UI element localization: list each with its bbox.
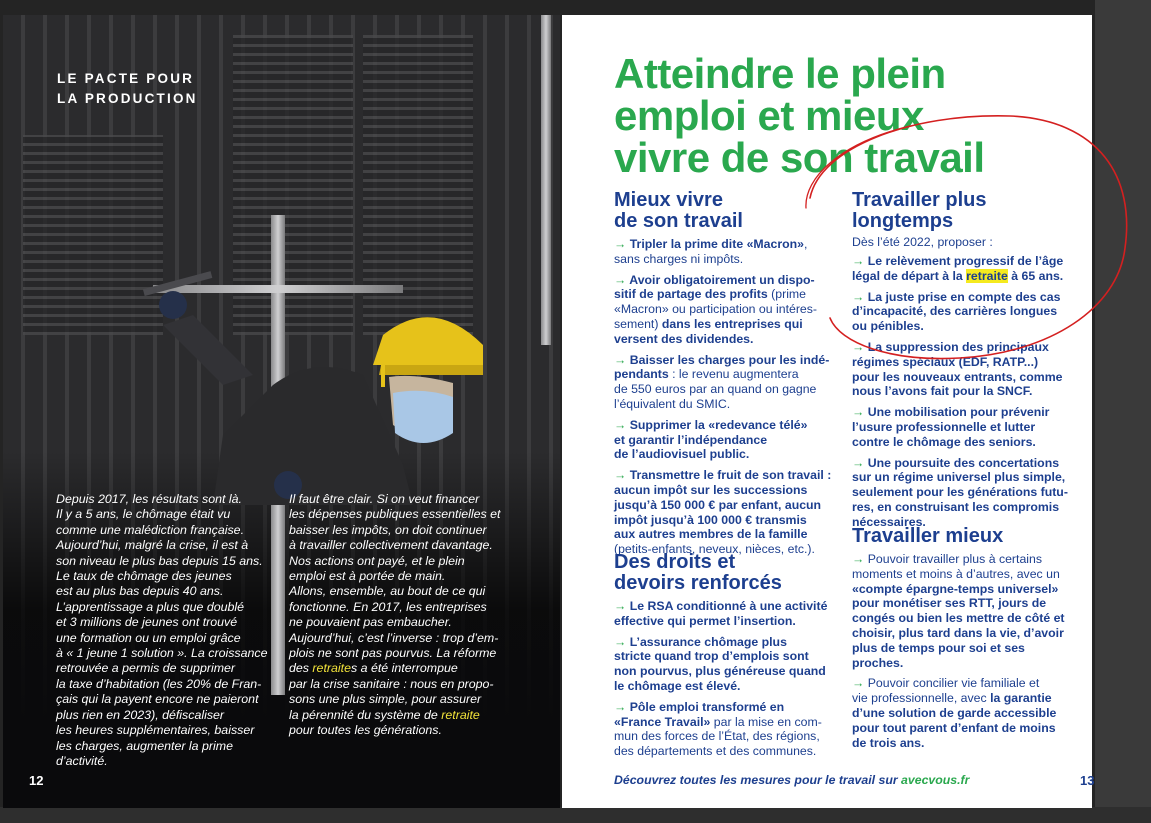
text-run: sement): [614, 316, 662, 331]
text-run: non pourvus, plus généreuse quand: [614, 664, 826, 679]
measure-item: [852, 340, 1068, 399]
arrow-icon: →: [852, 455, 868, 470]
text-line: [289, 708, 500, 723]
arrow-icon: →: [852, 339, 868, 354]
measure-line: [852, 706, 1065, 721]
text-run: «Macron» ou participation ou intéres-: [614, 302, 818, 317]
measure-line: [852, 611, 1065, 626]
text-run: et garantir l’indépendance: [614, 432, 768, 447]
measure-line: [852, 340, 1068, 355]
text-run: baisser les impôts, on doit continuer: [289, 522, 487, 537]
measure-line: [852, 721, 1065, 736]
text-run: l’équivalent du SMIC.: [614, 396, 731, 411]
measure-line: [614, 527, 831, 542]
text-line: [289, 584, 500, 599]
arrow-icon: →: [852, 405, 868, 420]
text-line: [56, 631, 267, 646]
measure-line: [852, 641, 1065, 656]
footer-text: Découvrez toutes les mesures pour le travail sur: [614, 773, 902, 787]
headline-line: vivre de son travail: [614, 134, 985, 181]
measure-line: [852, 254, 1068, 269]
measure-line: [852, 290, 1068, 305]
text-line: [289, 569, 500, 584]
text-run: l’usure professionnelle et lutter: [852, 419, 1036, 434]
text-run: de trois ans.: [852, 735, 925, 750]
text-run: les heures supplémentaires, baisser: [56, 723, 255, 738]
text-run: la pérennité du système de: [289, 707, 442, 722]
text-run: Allons, ensemble, au bout de ce qui: [289, 584, 486, 599]
measure-line: [852, 405, 1068, 420]
text-run: jusqu’à 150 000 € par enfant, aucun: [614, 497, 822, 512]
text-run: (petits-enfants, neveux, nièces, etc.).: [614, 542, 815, 557]
measure-line: [852, 676, 1065, 691]
text-run: la taxe d’habitation (les 20% de Fran-: [56, 676, 262, 691]
text-line: [289, 523, 500, 538]
text-line: [56, 646, 267, 661]
text-run: Le RSA conditionné à une activité: [629, 599, 828, 613]
text-run: est au plus bas depuis 40 ans.: [56, 584, 224, 599]
arrow-icon: →: [614, 634, 630, 649]
text-line: [289, 615, 500, 630]
measure-line: [614, 635, 827, 650]
text-line: [56, 507, 267, 522]
text-run: «France Travail»: [614, 714, 711, 729]
worker-photo: [153, 265, 483, 505]
text-run: moments et moins à d’autres, avec un: [852, 566, 1060, 581]
measure-line: [614, 273, 831, 288]
text-run: Avoir obligatoirement un dispo-: [629, 272, 815, 287]
page-number: 12: [29, 773, 44, 788]
text-run: Pouvoir travailler plus à certains: [867, 552, 1043, 566]
arrow-icon: →: [614, 237, 630, 251]
scaffold-pole: [541, 15, 551, 345]
right-page: [562, 15, 1095, 808]
text-line: [289, 507, 500, 522]
text-run: Aujourd’hui, malgré la crise, il est à: [56, 538, 249, 553]
heading-line: Travailler mieux: [852, 525, 1004, 547]
measure-line: [614, 287, 831, 302]
text-run: plus de temps pour soi et ses: [852, 640, 1025, 655]
text-run: La juste prise en compte des cas: [867, 289, 1061, 304]
text-run: la garantie: [990, 691, 1052, 706]
text-line: [289, 692, 500, 707]
text-run: des départements et des communes.: [614, 744, 817, 759]
text-run: par la crise sanitaire : nous en propo-: [289, 676, 494, 691]
text-line: [289, 723, 500, 738]
text-run: Transmettre le fruit de son travail :: [629, 468, 832, 483]
text-run: versent des dividendes.: [614, 331, 754, 346]
arrow-icon: →: [852, 289, 868, 304]
viewer-bottom-strip: [0, 807, 1151, 823]
text-run: dans les entreprises qui: [661, 316, 803, 331]
measure-line: [614, 715, 827, 730]
measure-item: [614, 599, 827, 629]
text-run: retrouvée a permis de supprimer: [56, 661, 236, 676]
text-run: régimes spéciaux (EDF, RATP...): [852, 354, 1039, 369]
text-run: proches.: [852, 655, 904, 670]
intro-text: Dès l’été 2022, proposer :: [852, 235, 993, 249]
arrow-icon: →: [614, 699, 630, 714]
text-run: L’apprentissage a plus que doublé: [56, 599, 245, 614]
text-run: pour toutes les générations.: [289, 723, 442, 738]
section-heading-travailler-mieux: [852, 526, 1003, 547]
measure-line: [852, 582, 1065, 597]
heading-line: longtemps: [852, 210, 954, 232]
text-run: d’une solution de garde accessible: [852, 705, 1057, 720]
measure-item: [614, 418, 831, 462]
text-run: légal de départ à la: [852, 268, 967, 283]
text-run: le chômage est élevé.: [614, 678, 741, 693]
text-run: Supprimer la «redevance télé»: [629, 417, 808, 432]
text-run: d’incapacité, des carrières longues: [852, 304, 1058, 319]
measure-line: [614, 367, 831, 382]
text-run: plus rien en 2023), défiscaliser: [56, 707, 225, 722]
text-run: Baisser les charges pour les indé-: [629, 352, 830, 367]
arrow-icon: →: [852, 254, 868, 268]
text-run: çais qui la payent encore ne paieront: [56, 692, 259, 707]
viewer-side-strip: [1095, 0, 1151, 823]
measure-line: [614, 649, 827, 664]
text-run: sitif de partage des profits: [614, 287, 768, 302]
section-label: [57, 69, 198, 109]
heading-line: Travailler plus: [852, 189, 987, 211]
text-run: à « 1 jeune 1 solution ». La croissance: [56, 646, 268, 661]
measure-line: [614, 302, 831, 317]
text-run: une formation ou un emploi grâce: [56, 630, 241, 645]
text-run: son niveau le plus bas depuis 15 ans.: [56, 553, 263, 568]
text-run: plois ne sont pas pourvus. La réforme: [289, 646, 497, 661]
measure-line: [614, 679, 827, 694]
text-run: de l’audiovisuel public.: [614, 447, 750, 462]
text-run: Pôle emploi transformé en: [629, 699, 785, 714]
text-run: Il faut être clair. Si on veut financer: [289, 492, 480, 506]
text-run: Tripler la prime dite «Macron»: [629, 237, 804, 251]
measures-list-travailler-mieux: [852, 552, 1065, 756]
measure-line: [614, 332, 831, 347]
text-run: choisir, plus tard dans la vie, d’avoir: [852, 625, 1064, 640]
highlighted-word: retraite: [312, 661, 351, 676]
text-line: [56, 523, 267, 538]
measure-line: [852, 304, 1068, 319]
arrow-icon: →: [614, 272, 630, 287]
text-run: mun des forces de l’État, des régions,: [614, 729, 820, 744]
text-run: (prime: [767, 287, 807, 302]
text-run: à 65 ans.: [1007, 268, 1064, 283]
text-run: impôt jusqu’à 100 000 € transmis: [614, 512, 807, 527]
measures-list-travailler-plus: [852, 254, 1068, 536]
measures-list-mieux-vivre: [614, 237, 831, 563]
measure-item: [852, 552, 1065, 670]
text-run: sons une plus simple, pour assurer: [289, 692, 482, 707]
text-line: [56, 569, 267, 584]
section-heading-travailler-plus: [852, 190, 987, 232]
text-line: [289, 677, 500, 692]
measure-line: [614, 498, 831, 513]
text-line: [56, 615, 267, 630]
heading-line: de son travail: [614, 210, 743, 232]
measure-line: [852, 500, 1068, 515]
text-line: [289, 631, 500, 646]
measure-line: [614, 447, 831, 462]
text-run: emploi est à portée de main.: [289, 569, 446, 584]
measure-item: [852, 290, 1068, 334]
text-run: à travailler collectivement davantage.: [289, 538, 493, 553]
measure-line: [614, 353, 831, 368]
text-line: [56, 677, 267, 692]
text-run: aux autres membres de la famille: [614, 527, 808, 542]
intro-column-2: [289, 492, 500, 739]
text-run: Nos actions ont payé, et le plein: [289, 553, 465, 568]
measure-item: [614, 273, 831, 347]
page-number: 13: [1080, 773, 1095, 788]
text-run: sans charges ni impôts.: [614, 251, 744, 266]
measure-item: [614, 237, 831, 267]
text-line: [56, 692, 267, 707]
page-headline: [614, 50, 985, 181]
heading-line: Mieux vivre: [614, 189, 723, 211]
measure-line: [852, 596, 1065, 611]
measure-line: [614, 252, 831, 267]
intro-proposer: [852, 235, 993, 250]
measure-line: [614, 744, 827, 759]
footer-link[interactable]: avecvous.fr: [901, 773, 970, 787]
measure-line: [614, 729, 827, 744]
text-run: les dépenses publiques essentielles et: [289, 507, 501, 522]
measure-line: [614, 468, 831, 483]
text-line: [289, 492, 500, 507]
text-run: Le taux de chômage des jeunes: [56, 569, 232, 584]
measure-line: [852, 691, 1065, 706]
text-line: [56, 554, 267, 569]
text-run: pendants: [614, 367, 669, 382]
text-run: Le relèvement progressif de l’âge: [867, 254, 1064, 268]
measure-line: [614, 433, 831, 448]
text-run: pour monétiser ses RTT, jours de: [852, 596, 1047, 611]
measures-list-droits-devoirs: [614, 599, 827, 765]
text-run: les charges, augmenter la prime: [56, 738, 233, 753]
text-run: seulement pour les générations futu-: [852, 485, 1068, 500]
text-run: congés ou bien les mettre de côté et: [852, 611, 1065, 626]
measure-line: [614, 418, 831, 433]
measure-item: [852, 254, 1068, 284]
text-line: [289, 661, 500, 676]
measure-item: [852, 676, 1065, 750]
text-line: [56, 538, 267, 553]
measure-line: [852, 420, 1068, 435]
text-line: [56, 492, 267, 507]
text-line: [289, 600, 500, 615]
measure-line: [852, 370, 1068, 385]
measure-line: [614, 483, 831, 498]
measure-line: [852, 656, 1065, 671]
arrow-icon: →: [614, 468, 630, 483]
text-run: vie professionnelle, avec: [852, 691, 991, 706]
arrow-icon: →: [614, 417, 630, 432]
headline-line: emploi et mieux: [614, 92, 924, 139]
text-run: Une mobilisation pour prévenir: [867, 405, 1050, 420]
text-run: effective qui permet l’insertion.: [614, 613, 796, 628]
text-run: contre le chômage des seniors.: [852, 434, 1036, 449]
measure-item: [852, 405, 1068, 449]
text-run: L’assurance chômage plus: [629, 634, 787, 649]
measure-line: [614, 599, 827, 614]
section-heading-mieux-vivre: [614, 190, 743, 232]
measure-line: [852, 470, 1068, 485]
text-run: stricte quand trop d’emplois sont: [614, 649, 809, 664]
text-run: s a été interrompue: [351, 661, 458, 676]
measure-line: [852, 435, 1068, 450]
text-run: : le revenu augmentera: [668, 367, 799, 382]
highlighted-word: retraite: [441, 707, 480, 722]
measure-item: [614, 353, 831, 412]
text-run: des: [289, 661, 313, 676]
measure-item: [852, 456, 1068, 530]
measure-line: [852, 736, 1065, 751]
heading-line: devoirs renforcés: [614, 572, 782, 594]
scaffold-grate: [23, 135, 163, 335]
text-run: fonctionne. En 2017, les entreprises: [289, 599, 487, 614]
measure-item: [614, 635, 827, 694]
measure-line: [614, 237, 831, 252]
measure-line: [614, 382, 831, 397]
text-run: et 3 millions de jeunes ont trouvé: [56, 615, 238, 630]
arrow-icon: →: [852, 552, 868, 566]
measure-line: [852, 485, 1068, 500]
text-line: [289, 538, 500, 553]
measure-line: [852, 552, 1065, 567]
text-run: par la mise en com-: [710, 714, 822, 729]
text-run: pour tout parent d’enfant de moins: [852, 720, 1056, 735]
text-run: Depuis 2017, les résultats sont là.: [56, 492, 242, 506]
text-line: [289, 646, 500, 661]
measure-line: [852, 355, 1068, 370]
text-run: pour les nouveaux entrants, comme: [852, 369, 1063, 384]
measure-line: [614, 397, 831, 412]
text-line: [56, 754, 267, 769]
text-run: «compte épargne-temps universel»: [852, 581, 1059, 596]
text-run: nécessaires.: [852, 514, 926, 529]
text-run: Pouvoir concilier vie familiale et: [867, 676, 1040, 691]
text-line: [56, 661, 267, 676]
measure-line: [852, 319, 1068, 334]
section-heading-droits-devoirs: [614, 552, 782, 594]
text-run: ne pouvaient pas embaucher.: [289, 615, 452, 630]
text-run: de 550 euros par an quand on gagne: [614, 382, 817, 397]
text-line: [289, 554, 500, 569]
section-label-line: LE PACTE POUR: [57, 71, 195, 86]
measure-line: [614, 664, 827, 679]
intro-column-1: [56, 492, 267, 769]
text-run: sur un régime universel plus simple,: [852, 470, 1066, 485]
measure-item: [614, 700, 827, 759]
left-page: [3, 15, 560, 808]
measure-line: [614, 513, 831, 528]
text-line: [56, 584, 267, 599]
measure-line: [852, 456, 1068, 471]
text-line: [56, 739, 267, 754]
measure-line: [614, 317, 831, 332]
arrow-icon: →: [614, 599, 630, 613]
text-run: d’activité.: [56, 753, 108, 768]
text-run: Une poursuite des concertations: [867, 455, 1060, 470]
text-line: [56, 723, 267, 738]
text-run: La suppression des principaux: [867, 339, 1049, 354]
section-label-line: LA PRODUCTION: [57, 91, 198, 106]
highlighted-word: retraite: [966, 268, 1008, 283]
text-run: res, en construisant les compromis: [852, 499, 1060, 514]
headline-line: Atteindre le plein: [614, 50, 946, 97]
text-run: Aujourd’hui, c’est l’inverse : trop d’em-: [289, 630, 499, 645]
measure-line: [614, 700, 827, 715]
text-run: aucun impôt sur les successions: [614, 482, 808, 497]
heading-line: Des droits et: [614, 551, 736, 573]
measure-item: [614, 468, 831, 557]
arrow-icon: →: [852, 676, 868, 691]
measure-line: [614, 614, 827, 629]
text-line: [56, 600, 267, 615]
text-run: ou pénibles.: [852, 319, 924, 334]
footer-note: [614, 773, 969, 787]
text-run: nous l’avons fait pour la SNCF.: [852, 384, 1033, 399]
measure-line: [852, 384, 1068, 399]
text-run: comme une malédiction française.: [56, 522, 245, 537]
measure-line: [852, 269, 1068, 284]
arrow-icon: →: [614, 352, 630, 367]
measure-line: [852, 626, 1065, 641]
text-line: [56, 708, 267, 723]
text-run: Il y a 5 ans, le chômage était vu: [56, 507, 231, 522]
measure-line: [852, 567, 1065, 582]
text-run: ,: [803, 237, 808, 251]
